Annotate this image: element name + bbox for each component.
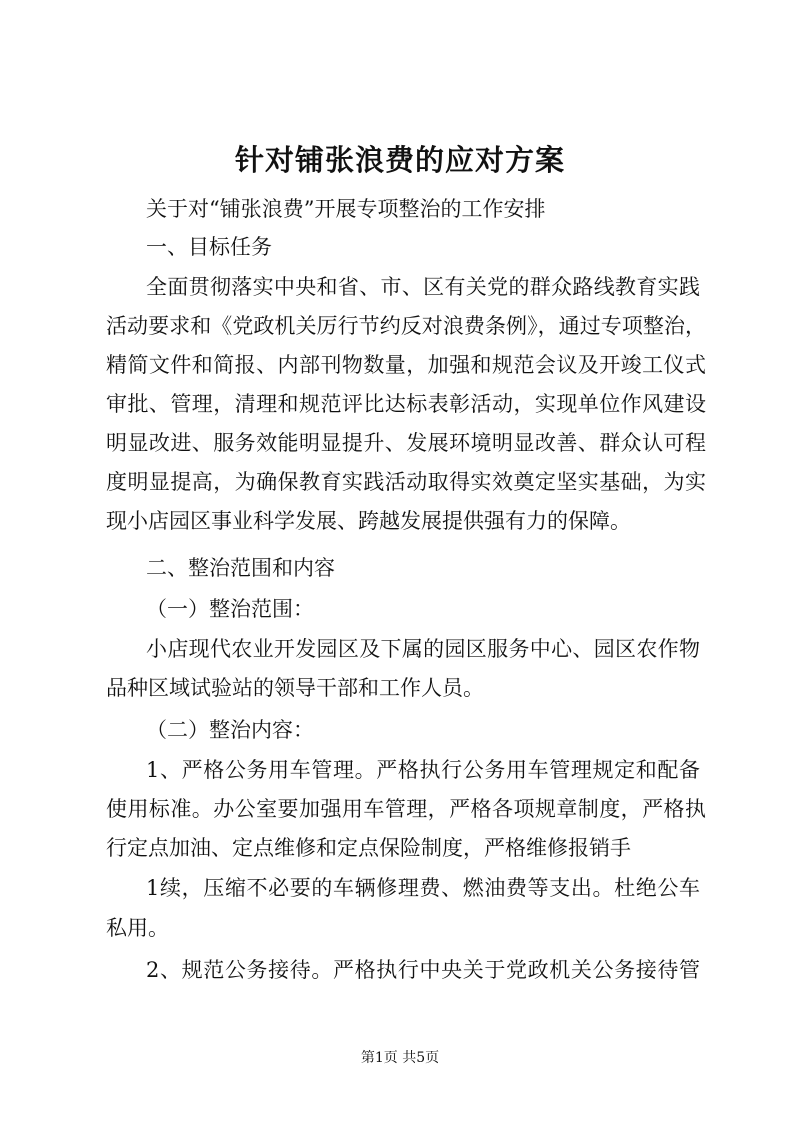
document-title: 针对铺张浪费的应对方案 (234, 143, 565, 177)
item1-line: 使用标准。办公室要加强用车管理，严格各项规章制度，严格执 (106, 797, 706, 821)
item1-line: 1、严格公务用车管理。严格执行公务用车管理规定和配备 (146, 758, 700, 782)
item2-line: 2、规范公务接待。严格执行中央关于党政机关公务接待管 (146, 958, 700, 982)
section1-line: 明显改进、服务效能明显提升、发展环境明显改善、群众认可程 (106, 431, 706, 455)
section1-line: 审批、管理，清理和规范评比达标表彰活动，实现单位作风建设 (106, 392, 706, 416)
section1-line: 现小店园区事业科学发展、跨越发展提供强有力的保障。 (106, 509, 631, 533)
item1-continuation-line: 私用。 (106, 916, 169, 940)
subsection1-line: 品种区域试验站的领导干部和工作人员。 (106, 676, 484, 700)
subsection1-heading: （一）整治范围： (146, 597, 314, 621)
section1-line: 活动要求和《党政机关厉行节约反对浪费条例》，通过专项整治， (106, 314, 706, 338)
subsection1-line: 小店现代农业开发园区及下属的园区服务中心、园区农作物 (146, 637, 700, 661)
subtitle: 关于对“铺张浪费”开展专项整治的工作安排 (146, 197, 546, 221)
section1-line: 度明显提高，为确保教育实践活动取得实效奠定坚实基础，为实 (106, 470, 706, 494)
item1-continuation-line: 1续，压缩不必要的车辆修理费、燃油费等支出。杜绝公车 (146, 876, 700, 900)
page-footer: 第1页 共5页 (360, 1050, 440, 1066)
section2-heading: 二、整治范围和内容 (146, 556, 335, 580)
subsection2-heading: （二）整治内容： (146, 718, 314, 742)
section1-heading: 一、目标任务 (146, 235, 272, 259)
section1-line: 精简文件和简报、内部刊物数量，加强和规范会议及开竣工仪式 (106, 353, 706, 377)
item1-line: 行定点加油、定点维修和定点保险制度，严格维修报销手 (106, 836, 631, 860)
section1-line: 全面贯彻落实中央和省、市、区有关党的群众路线教育实践 (146, 275, 700, 299)
